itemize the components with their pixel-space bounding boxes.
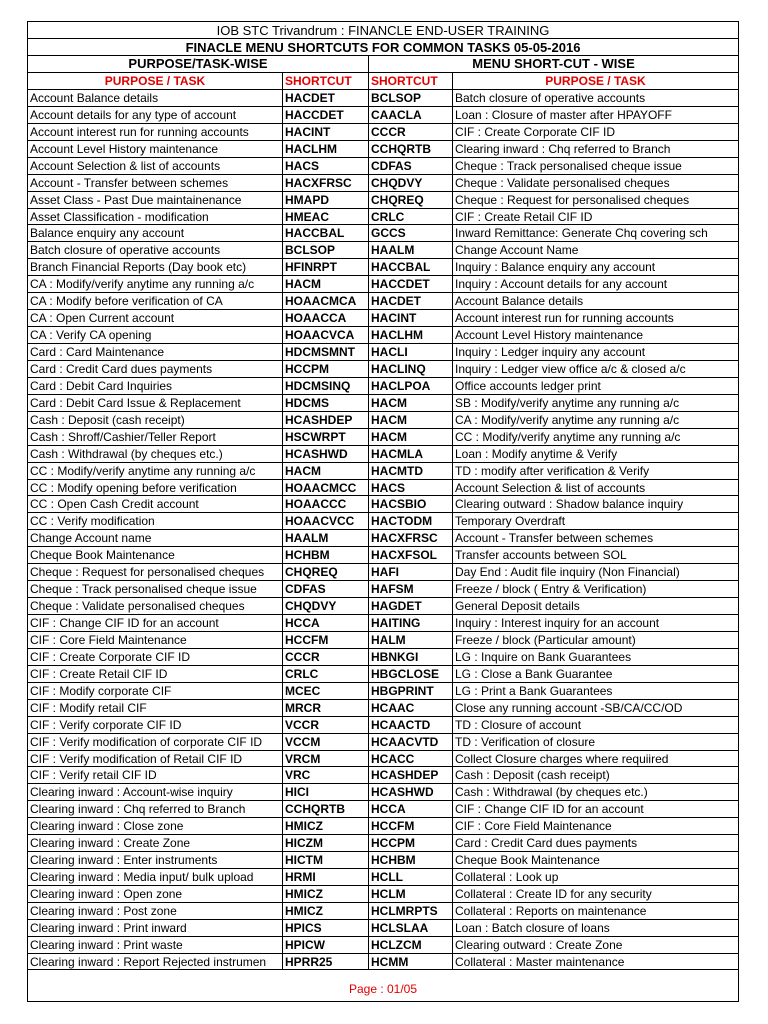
purpose-task-left-cell: Asset Classification - modification <box>27 208 282 225</box>
column-header-purpose-left: PURPOSE / TASK <box>27 72 282 89</box>
table-row <box>27 326 739 343</box>
table-row <box>27 631 739 648</box>
shortcut-right-cell: HCLSLAA <box>368 919 452 936</box>
purpose-task-right-cell: Batch closure of operative accounts <box>452 89 739 106</box>
shortcut-right-cell: HBGCLOSE <box>368 665 452 682</box>
purpose-task-left-cell: CA : Open Current account <box>27 309 282 326</box>
table-row <box>27 360 739 377</box>
purpose-task-left-cell: Balance enquiry any account <box>27 224 282 241</box>
document-title: IOB STC Trivandrum : FINANCLE END-USER TRAINING <box>27 21 739 38</box>
shortcut-right-cell: HACS <box>368 479 452 496</box>
shortcut-right-cell: GCCS <box>368 224 452 241</box>
table-row <box>27 817 739 834</box>
purpose-task-right-cell: Collateral : Look up <box>452 868 739 885</box>
shortcut-right-cell: HACM <box>368 428 452 445</box>
purpose-task-left-cell: Card : Debit Card Issue & Replacement <box>27 394 282 411</box>
table-row <box>27 428 739 445</box>
table-row <box>27 580 739 597</box>
table-body <box>27 89 739 970</box>
shortcut-left-cell: HCASHDEP <box>282 411 368 428</box>
table-row <box>27 885 739 902</box>
shortcut-right-cell: HALM <box>368 631 452 648</box>
shortcut-right-cell: CHQDVY <box>368 174 452 191</box>
shortcut-left-cell: HSCWRPT <box>282 428 368 445</box>
shortcut-left-cell: HCCFM <box>282 631 368 648</box>
shortcut-right-cell: HACMTD <box>368 462 452 479</box>
purpose-task-left-cell: CIF : Create Retail CIF ID <box>27 665 282 682</box>
shortcut-right-cell: HCASHDEP <box>368 766 452 783</box>
shortcut-left-cell: VRC <box>282 766 368 783</box>
table-row <box>27 479 739 496</box>
purpose-task-left-cell: CA : Verify CA opening <box>27 326 282 343</box>
purpose-task-left-cell: Clearing inward : Create Zone <box>27 834 282 851</box>
purpose-task-right-cell: Cheque : Validate personalised cheques <box>452 174 739 191</box>
purpose-task-right-cell: LG : Close a Bank Guarantee <box>452 665 739 682</box>
purpose-task-right-cell: Freeze / block ( Entry & Verification) <box>452 580 739 597</box>
shortcut-left-cell: HAALM <box>282 529 368 546</box>
column-header-row <box>27 72 739 89</box>
purpose-task-left-cell: Clearing inward : Close zone <box>27 817 282 834</box>
shortcut-left-cell: CCCR <box>282 648 368 665</box>
shortcut-left-cell: HOAACVCC <box>282 512 368 529</box>
shortcut-right-cell: HACXFRSC <box>368 529 452 546</box>
shortcut-left-cell: HACS <box>282 157 368 174</box>
table-row <box>27 750 739 767</box>
table-row <box>27 851 739 868</box>
shortcut-right-cell: HACTODM <box>368 512 452 529</box>
shortcut-left-cell: HMICZ <box>282 817 368 834</box>
shortcut-right-cell: HACLPOA <box>368 377 452 394</box>
shortcut-left-cell: VCCR <box>282 716 368 733</box>
purpose-task-left-cell: CIF : Verify modification of corporate CIF ID <box>27 733 282 750</box>
shortcut-left-cell: HACCBAL <box>282 224 368 241</box>
shortcut-right-cell: CCCR <box>368 123 452 140</box>
shortcut-left-cell: HFINRPT <box>282 258 368 275</box>
purpose-task-left-cell: Clearing inward : Post zone <box>27 902 282 919</box>
table-row <box>27 733 739 750</box>
column-header-purpose-right: PURPOSE / TASK <box>452 72 739 89</box>
shortcut-right-cell: HAITING <box>368 614 452 631</box>
purpose-task-right-cell: Account Balance details <box>452 292 739 309</box>
purpose-task-right-cell: Loan : Batch closure of loans <box>452 919 739 936</box>
table-row <box>27 766 739 783</box>
shortcut-right-cell: HAALM <box>368 241 452 258</box>
table-row <box>27 411 739 428</box>
purpose-task-right-cell: Cheque Book Maintenance <box>452 851 739 868</box>
purpose-task-left-cell: Clearing inward : Chq referred to Branch <box>27 800 282 817</box>
shortcut-right-cell: HACSBIO <box>368 495 452 512</box>
shortcut-right-cell: CRLC <box>368 208 452 225</box>
purpose-task-left-cell: Cash : Deposit (cash receipt) <box>27 411 282 428</box>
shortcut-left-cell: VCCM <box>282 733 368 750</box>
purpose-task-left-cell: CIF : Modify retail CIF <box>27 699 282 716</box>
shortcut-right-cell: HACM <box>368 411 452 428</box>
purpose-task-left-cell: Account Level History maintenance <box>27 140 282 157</box>
table-row <box>27 140 739 157</box>
document-subtitle: FINACLE MENU SHORTCUTS FOR COMMON TASKS 05-05-2016 <box>27 38 739 55</box>
purpose-task-left-cell: Account details for any type of account <box>27 106 282 123</box>
table-row <box>27 292 739 309</box>
shortcut-sheet <box>27 21 739 1002</box>
table-row <box>27 258 739 275</box>
purpose-task-right-cell: Card : Credit Card dues payments <box>452 834 739 851</box>
shortcut-right-cell: HCAACTD <box>368 716 452 733</box>
table-row <box>27 445 739 462</box>
shortcut-right-cell: HACLHM <box>368 326 452 343</box>
shortcut-right-cell: CCHQRTB <box>368 140 452 157</box>
purpose-task-left-cell: Clearing inward : Print waste <box>27 936 282 953</box>
shortcut-left-cell: VRCM <box>282 750 368 767</box>
shortcut-left-cell: HACM <box>282 462 368 479</box>
purpose-task-left-cell: CIF : Verify corporate CIF ID <box>27 716 282 733</box>
table-row <box>27 546 739 563</box>
shortcut-left-cell: MCEC <box>282 682 368 699</box>
purpose-task-right-cell: TD : Verification of closure <box>452 733 739 750</box>
shortcut-left-cell: CRLC <box>282 665 368 682</box>
purpose-task-left-cell: Batch closure of operative accounts <box>27 241 282 258</box>
table-row <box>27 529 739 546</box>
purpose-task-right-cell: Office accounts ledger print <box>452 377 739 394</box>
shortcut-right-cell: HCAACVTD <box>368 733 452 750</box>
shortcut-right-cell: HACLINQ <box>368 360 452 377</box>
purpose-task-left-cell: Cheque Book Maintenance <box>27 546 282 563</box>
shortcut-left-cell: HACLHM <box>282 140 368 157</box>
table-row <box>27 174 739 191</box>
table-row <box>27 241 739 258</box>
purpose-task-right-cell: Inquiry : Account details for any account <box>452 275 739 292</box>
purpose-task-right-cell: Collateral : Create ID for any security <box>452 885 739 902</box>
table-row <box>27 512 739 529</box>
shortcut-left-cell: HRMI <box>282 868 368 885</box>
shortcut-right-cell: HCACC <box>368 750 452 767</box>
shortcut-right-cell: CDFAS <box>368 157 452 174</box>
shortcut-left-cell: HMEAC <box>282 208 368 225</box>
purpose-task-left-cell: Account interest run for running accounts <box>27 123 282 140</box>
purpose-task-left-cell: Cheque : Request for personalised cheques <box>27 563 282 580</box>
purpose-task-right-cell: SB : Modify/verify anytime any running a/c <box>452 394 739 411</box>
shortcut-right-cell: HBNKGI <box>368 648 452 665</box>
purpose-task-right-cell: Cheque : Track personalised cheque issue <box>452 157 739 174</box>
table-row <box>27 800 739 817</box>
table-row <box>27 377 739 394</box>
purpose-task-left-cell: CIF : Change CIF ID for an account <box>27 614 282 631</box>
purpose-task-right-cell: CA : Modify/verify anytime any running a/c <box>452 411 739 428</box>
purpose-task-left-cell: CC : Open Cash Credit account <box>27 495 282 512</box>
table-row <box>27 89 739 106</box>
purpose-task-left-cell: Account Selection & list of accounts <box>27 157 282 174</box>
shortcut-left-cell: HCHBM <box>282 546 368 563</box>
shortcut-left-cell: HDCMSINQ <box>282 377 368 394</box>
table-row <box>27 157 739 174</box>
left-section-title: PURPOSE/TASK-WISE <box>27 55 368 72</box>
shortcut-left-cell: HACXFRSC <box>282 174 368 191</box>
purpose-task-left-cell: Clearing inward : Account-wise inquiry <box>27 783 282 800</box>
purpose-task-right-cell: Cheque : Request for personalised cheques <box>452 191 739 208</box>
purpose-task-left-cell: Clearing inward : Print inward <box>27 919 282 936</box>
shortcut-left-cell: CCHQRTB <box>282 800 368 817</box>
purpose-task-right-cell: General Deposit details <box>452 597 739 614</box>
purpose-task-left-cell: Branch Financial Reports (Day book etc) <box>27 258 282 275</box>
purpose-task-left-cell: Cash : Shroff/Cashier/Teller Report <box>27 428 282 445</box>
purpose-task-left-cell: Account - Transfer between schemes <box>27 174 282 191</box>
shortcut-left-cell: HACM <box>282 275 368 292</box>
purpose-task-right-cell: Account Selection & list of accounts <box>452 479 739 496</box>
shortcut-right-cell: HACLI <box>368 343 452 360</box>
shortcut-right-cell: HACINT <box>368 309 452 326</box>
shortcut-left-cell: HMICZ <box>282 902 368 919</box>
shortcut-right-cell: HCLM <box>368 885 452 902</box>
table-row <box>27 868 739 885</box>
shortcut-left-cell: CHQREQ <box>282 563 368 580</box>
table-row <box>27 936 739 953</box>
shortcut-right-cell: HAFI <box>368 563 452 580</box>
shortcut-right-cell: HAFSM <box>368 580 452 597</box>
purpose-task-left-cell: Change Account name <box>27 529 282 546</box>
shortcut-left-cell: HMICZ <box>282 885 368 902</box>
purpose-task-left-cell: Card : Debit Card Inquiries <box>27 377 282 394</box>
purpose-task-left-cell: Clearing inward : Enter instruments <box>27 851 282 868</box>
shortcut-right-cell: BCLSOP <box>368 89 452 106</box>
shortcut-right-cell: HBGPRINT <box>368 682 452 699</box>
purpose-task-right-cell: LG : Print a Bank Guarantees <box>452 682 739 699</box>
purpose-task-right-cell: Inquiry : Ledger inquiry any account <box>452 343 739 360</box>
shortcut-left-cell: HOAACCC <box>282 495 368 512</box>
purpose-task-right-cell: Inward Remittance: Generate Chq covering sch <box>452 224 739 241</box>
purpose-task-right-cell: CIF : Core Field Maintenance <box>452 817 739 834</box>
shortcut-left-cell: HPICS <box>282 919 368 936</box>
purpose-task-right-cell: TD : Closure of account <box>452 716 739 733</box>
table-row <box>27 597 739 614</box>
purpose-task-right-cell: Freeze / block (Particular amount) <box>452 631 739 648</box>
shortcut-left-cell: HOAACVCA <box>282 326 368 343</box>
page-number: Page : 01/05 <box>27 976 739 1002</box>
shortcut-right-cell: CAACLA <box>368 106 452 123</box>
table-row <box>27 648 739 665</box>
purpose-task-right-cell: Account Level History maintenance <box>452 326 739 343</box>
shortcut-left-cell: BCLSOP <box>282 241 368 258</box>
table-row <box>27 919 739 936</box>
table-row <box>27 902 739 919</box>
shortcut-right-cell: HCHBM <box>368 851 452 868</box>
shortcut-left-cell: HCCA <box>282 614 368 631</box>
table-row <box>27 783 739 800</box>
purpose-task-right-cell: Collateral : Master maintenance <box>452 953 739 970</box>
shortcut-left-cell: HPICW <box>282 936 368 953</box>
purpose-task-right-cell: TD : modify after verification & Verify <box>452 462 739 479</box>
purpose-task-right-cell: Day End : Audit file inquiry (Non Financial) <box>452 563 739 580</box>
shortcut-right-cell: HCCPM <box>368 834 452 851</box>
shortcut-right-cell: HCAAC <box>368 699 452 716</box>
shortcut-right-cell: CHQREQ <box>368 191 452 208</box>
purpose-task-right-cell: Collateral : Reports on maintenance <box>452 902 739 919</box>
purpose-task-left-cell: Cheque : Validate personalised cheques <box>27 597 282 614</box>
purpose-task-right-cell: Transfer accounts between SOL <box>452 546 739 563</box>
purpose-task-left-cell: Cheque : Track personalised cheque issue <box>27 580 282 597</box>
purpose-task-right-cell: LG : Inquire on Bank Guarantees <box>452 648 739 665</box>
table-row <box>27 563 739 580</box>
table-row <box>27 462 739 479</box>
table-row <box>27 834 739 851</box>
shortcut-left-cell: HMAPD <box>282 191 368 208</box>
purpose-task-right-cell: Temporary Overdraft <box>452 512 739 529</box>
section-titles <box>27 55 739 72</box>
purpose-task-right-cell: Inquiry : Ledger view office a/c & closed a/c <box>452 360 739 377</box>
purpose-task-left-cell: CC : Verify modification <box>27 512 282 529</box>
purpose-task-left-cell: CA : Modify/verify anytime any running a/c <box>27 275 282 292</box>
purpose-task-right-cell: Cash : Withdrawal (by cheques etc.) <box>452 783 739 800</box>
table-row <box>27 682 739 699</box>
shortcut-right-cell: HCMM <box>368 953 452 970</box>
table-row <box>27 106 739 123</box>
column-header-shortcut-left: SHORTCUT <box>282 72 368 89</box>
purpose-task-left-cell: CIF : Create Corporate CIF ID <box>27 648 282 665</box>
purpose-task-left-cell: Account Balance details <box>27 89 282 106</box>
table-row <box>27 123 739 140</box>
table-row <box>27 699 739 716</box>
purpose-task-left-cell: Cash : Withdrawal (by cheques etc.) <box>27 445 282 462</box>
shortcut-left-cell: HOAACMCC <box>282 479 368 496</box>
table-row <box>27 953 739 970</box>
purpose-task-left-cell: Clearing inward : Open zone <box>27 885 282 902</box>
purpose-task-left-cell: CIF : Verify retail CIF ID <box>27 766 282 783</box>
purpose-task-right-cell: Change Account Name <box>452 241 739 258</box>
table-row <box>27 309 739 326</box>
purpose-task-right-cell: Loan : Closure of master after HPAYOFF <box>452 106 739 123</box>
shortcut-left-cell: CHQDVY <box>282 597 368 614</box>
purpose-task-left-cell: Card : Card Maintenance <box>27 343 282 360</box>
purpose-task-left-cell: Asset Class - Past Due maintainenance <box>27 191 282 208</box>
table-row <box>27 665 739 682</box>
table-row <box>27 208 739 225</box>
purpose-task-left-cell: CIF : Verify modification of Retail CIF ID <box>27 750 282 767</box>
table-row <box>27 275 739 292</box>
shortcut-right-cell: HACDET <box>368 292 452 309</box>
purpose-task-left-cell: CC : Modify/verify anytime any running a/c <box>27 462 282 479</box>
shortcut-right-cell: HCLMRPTS <box>368 902 452 919</box>
shortcut-left-cell: HICI <box>282 783 368 800</box>
shortcut-right-cell: HCLL <box>368 868 452 885</box>
shortcut-right-cell: HCCA <box>368 800 452 817</box>
purpose-task-right-cell: Account - Transfer between schemes <box>452 529 739 546</box>
table-row <box>27 716 739 733</box>
table-row <box>27 224 739 241</box>
purpose-task-right-cell: CIF : Create Retail CIF ID <box>452 208 739 225</box>
shortcut-right-cell: HCASHWD <box>368 783 452 800</box>
shortcut-left-cell: HICTM <box>282 851 368 868</box>
purpose-task-left-cell: Clearing inward : Media input/ bulk upload <box>27 868 282 885</box>
shortcut-right-cell: HACXFSOL <box>368 546 452 563</box>
column-header-shortcut-right: SHORTCUT <box>368 72 452 89</box>
purpose-task-right-cell: CIF : Change CIF ID for an account <box>452 800 739 817</box>
purpose-task-right-cell: Cash : Deposit (cash receipt) <box>452 766 739 783</box>
shortcut-right-cell: HAGDET <box>368 597 452 614</box>
right-section-title: MENU SHORT-CUT - WISE <box>368 55 739 72</box>
purpose-task-right-cell: Clearing outward : Create Zone <box>452 936 739 953</box>
shortcut-right-cell: HACCBAL <box>368 258 452 275</box>
shortcut-right-cell: HCLZCM <box>368 936 452 953</box>
shortcut-left-cell: MRCR <box>282 699 368 716</box>
shortcut-left-cell: HACCDET <box>282 106 368 123</box>
purpose-task-left-cell: Clearing inward : Report Rejected instrumen <box>27 953 282 970</box>
shortcut-right-cell: HACCDET <box>368 275 452 292</box>
table-row <box>27 191 739 208</box>
purpose-task-right-cell: Collect Closure charges where requiired <box>452 750 739 767</box>
purpose-task-right-cell: Close any running account -SB/CA/CC/OD <box>452 699 739 716</box>
purpose-task-right-cell: CC : Modify/verify anytime any running a/c <box>452 428 739 445</box>
purpose-task-left-cell: Card : Credit Card dues payments <box>27 360 282 377</box>
table-row <box>27 614 739 631</box>
shortcut-right-cell: HCCFM <box>368 817 452 834</box>
shortcut-left-cell: HOAACMCA <box>282 292 368 309</box>
purpose-task-right-cell: Account interest run for running accounts <box>452 309 739 326</box>
purpose-task-left-cell: CIF : Modify corporate CIF <box>27 682 282 699</box>
purpose-task-right-cell: Inquiry : Interest inquiry for an account <box>452 614 739 631</box>
table-row <box>27 394 739 411</box>
shortcut-left-cell: HICZM <box>282 834 368 851</box>
shortcut-left-cell: HCASHWD <box>282 445 368 462</box>
shortcut-left-cell: HOAACCA <box>282 309 368 326</box>
shortcut-left-cell: HPRR25 <box>282 953 368 970</box>
table-row <box>27 343 739 360</box>
shortcut-left-cell: HACDET <box>282 89 368 106</box>
purpose-task-left-cell: CIF : Core Field Maintenance <box>27 631 282 648</box>
shortcut-left-cell: HCCPM <box>282 360 368 377</box>
purpose-task-left-cell: CC : Modify opening before verification <box>27 479 282 496</box>
purpose-task-left-cell: CA : Modify before verification of CA <box>27 292 282 309</box>
shortcut-right-cell: HACMLA <box>368 445 452 462</box>
purpose-task-right-cell: Clearing inward : Chq referred to Branch <box>452 140 739 157</box>
shortcut-left-cell: CDFAS <box>282 580 368 597</box>
purpose-task-right-cell: Inquiry : Balance enquiry any account <box>452 258 739 275</box>
table-row <box>27 495 739 512</box>
purpose-task-right-cell: Loan : Modify anytime & Verify <box>452 445 739 462</box>
shortcut-left-cell: HDCMS <box>282 394 368 411</box>
purpose-task-right-cell: CIF : Create Corporate CIF ID <box>452 123 739 140</box>
shortcut-right-cell: HACM <box>368 394 452 411</box>
shortcut-left-cell: HACINT <box>282 123 368 140</box>
purpose-task-right-cell: Clearing outward : Shadow balance inquiry <box>452 495 739 512</box>
shortcut-left-cell: HDCMSMNT <box>282 343 368 360</box>
